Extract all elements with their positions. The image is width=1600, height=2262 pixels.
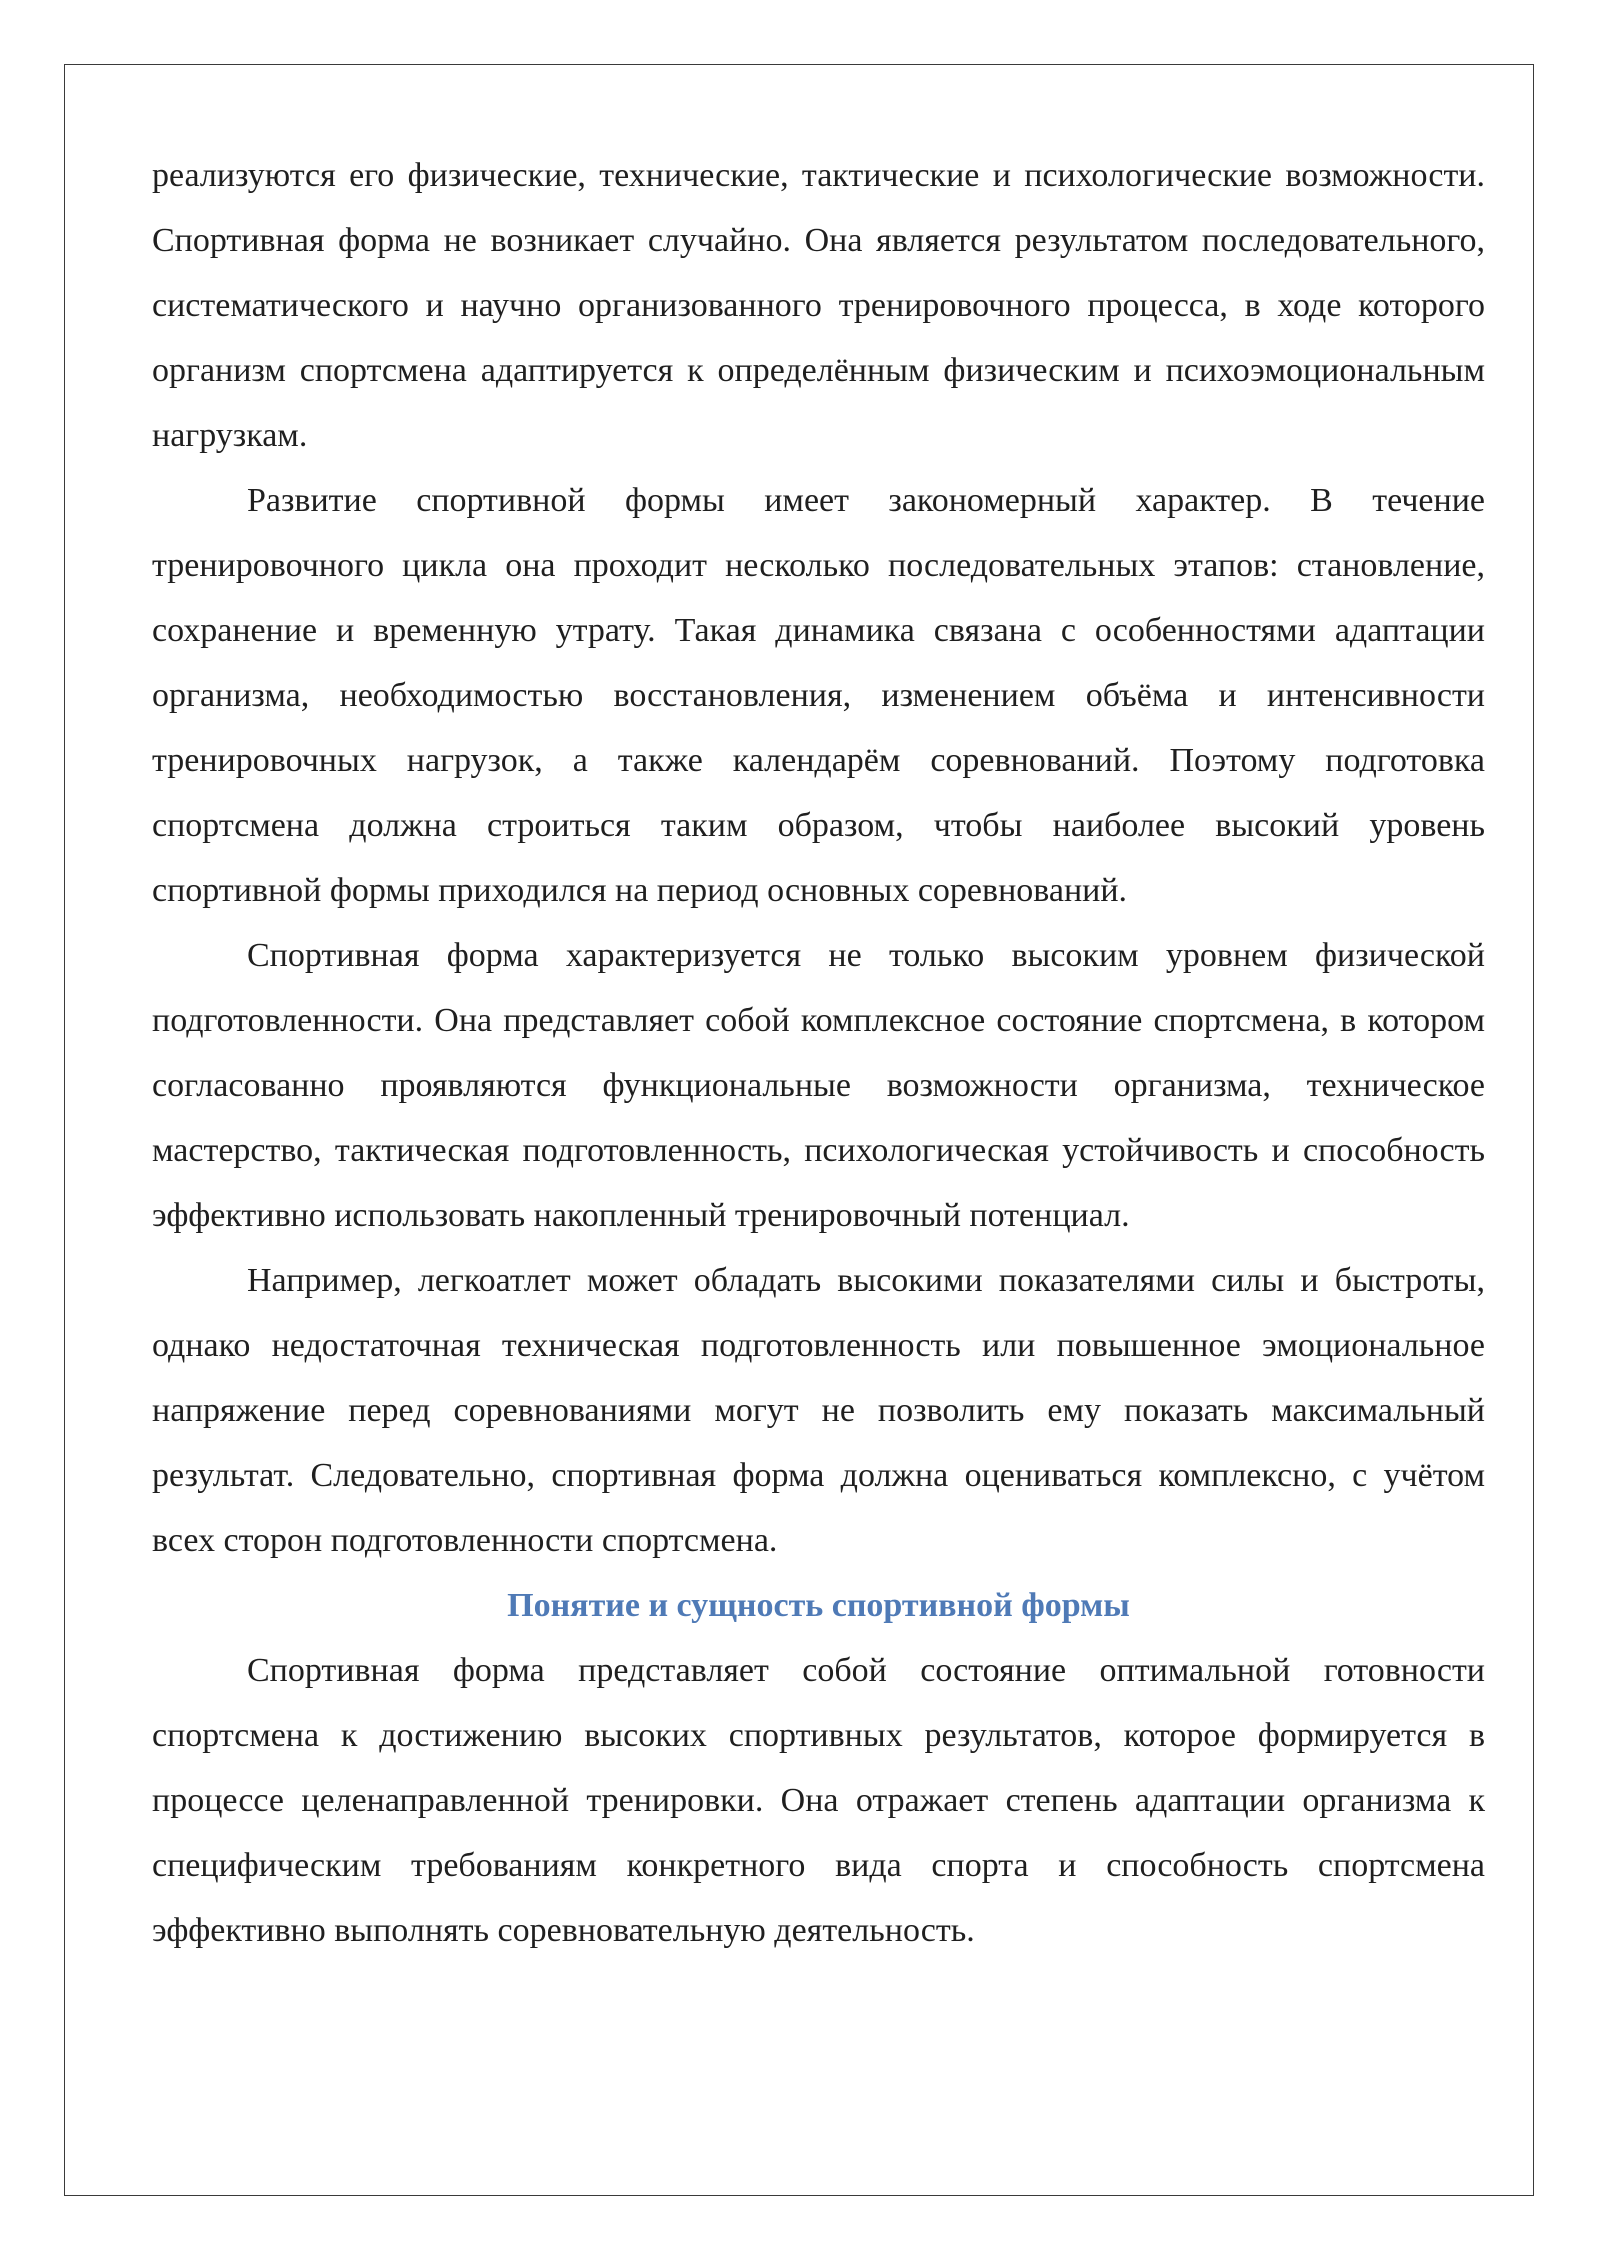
paragraph-continuation: реализуются его физические, технические, тактические и психологические возможности. Спортивная форма не возникает случайно. Она является результатом последовательного, систематического и научно организованного тренировочного процесса, в ходе которого организм спортсмена адаптируется к определённым физическим и психоэмоциональным нагрузкам.	[152, 157, 1485, 454]
paragraph-definition: Спортивная форма представляет собой состояние оптимальной готовности спортсмена к достижению высоких спортивных результатов, которое формируется в процессе целенаправленной тренировки. Она отражает степень адаптации организма к специфическим требованиям конкретного вида спорта и способность спортсмена эффективно выполнять соревновательную деятельность.	[152, 1652, 1485, 1949]
paragraph-development: Развитие спортивной формы имеет закономерный характер. В течение тренировочного цикла она проходит несколько последовательных этапов: становление, сохранение и временную утрату. Такая динамика связана с особенностями адаптации организма, необходимостью восстановления, изменением объёма и интенсивности тренировочных нагрузок, а также календарём соревнований. Поэтому подготовка спортсмена должна строиться таким образом, чтобы наиболее высокий уровень спортивной формы приходился на период основных соревнований.	[152, 482, 1485, 909]
paragraph-example: Например, легкоатлет может обладать высокими показателями силы и быстроты, однако недостаточная техническая подготовленность или повышенное эмоциональное напряжение перед соревнованиями могут не позволить ему показать максимальный результат. Следовательно, спортивная форма должна оцениваться комплексно, с учётом всех сторон подготовленности спортсмена.	[152, 1262, 1485, 1559]
paragraph-characteristics: Спортивная форма характеризуется не только высоким уровнем физической подготовленности. Она представляет собой комплексное состояние спортсмена, в котором согласованно проявляются функциональные возможности организма, техническое мастерство, тактическая подготовленность, психологическая устойчивость и способность эффективно использовать накопленный тренировочный потенциал.	[152, 937, 1485, 1234]
section-heading: Понятие и сущность спортивной формы	[507, 1587, 1130, 1624]
document-body	[152, 143, 1485, 1963]
